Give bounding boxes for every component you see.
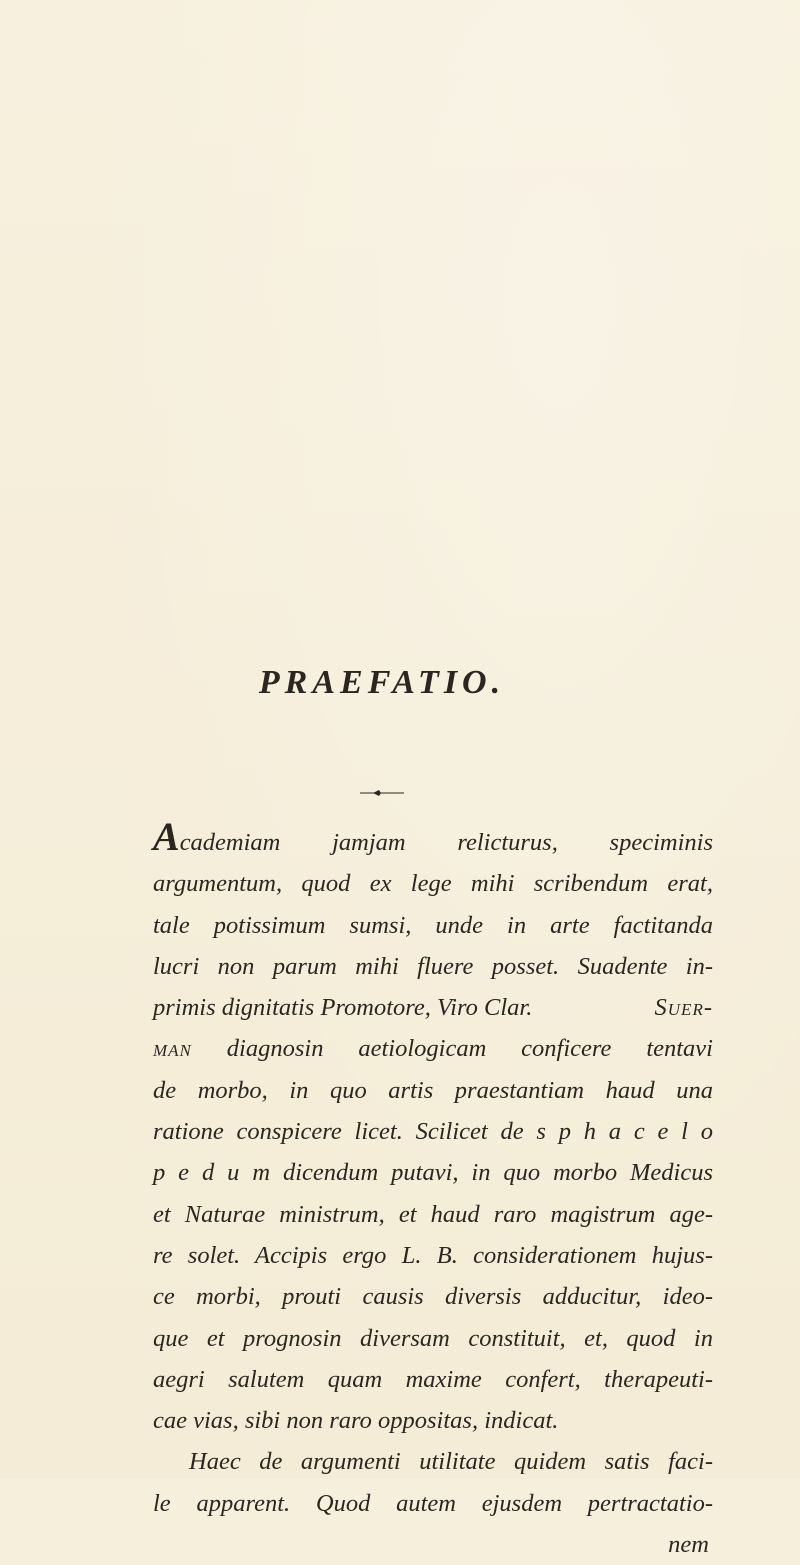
text-line <box>153 1028 713 1069</box>
drop-cap: A <box>153 814 180 859</box>
text-line-part: primis dignitatis Promotore, Viro Clar. <box>153 994 533 1022</box>
text-line: p e d u m dicendum putavi, in quo morbo Medicus <box>153 1159 713 1187</box>
text-line: cae vias, sibi non raro oppositas, indicat. <box>153 1407 559 1435</box>
text-line: re solet. Accipis ergo L. B. considerationem hujus- <box>153 1241 713 1269</box>
catchword: nem <box>668 1531 709 1559</box>
name-smallcaps: Suer- <box>654 994 713 1022</box>
text-line: aegri salutem quam maxime confert, therapeuti- <box>153 1365 713 1393</box>
text-line-rest: diagnosin aetiologicam conficere tentavi <box>226 1035 713 1063</box>
text-line <box>153 814 713 863</box>
text-line: et Naturae ministrum, et haud raro magistrum age- <box>153 1200 713 1228</box>
text-line: Haec de argumenti utilitate quidem satis faci- <box>189 1448 713 1476</box>
preface-body <box>153 814 713 1565</box>
text-line: ratione conspicere licet. Scilicet de s p h a c e l o <box>153 1118 713 1146</box>
text-line: le apparent. Quod autem ejusdem pertractatio- <box>153 1489 713 1517</box>
text-line: argumentum, quod ex lege mihi scribendum erat, <box>153 870 713 898</box>
text-line: ce morbi, prouti causis diversis adducitur, ideo- <box>153 1283 713 1311</box>
text-line <box>153 987 713 1028</box>
text-line: de morbo, in quo artis praestantiam haud una <box>153 1076 713 1104</box>
page-title-text: PRAEFATIO. <box>258 664 506 701</box>
text-line: tale potissimum sumsi, unde in arte factitanda <box>153 911 713 939</box>
text-line-rest: cademiam jamjam relicturus, speciminis <box>179 829 713 856</box>
ornament-divider-icon <box>360 788 404 798</box>
page-title <box>0 666 800 700</box>
name-smallcaps: man <box>153 1035 192 1063</box>
text-line: que et prognosin diversam constituit, et, quod in <box>153 1324 713 1352</box>
text-line: lucri non parum mihi fluere posset. Suadente in- <box>153 952 713 980</box>
